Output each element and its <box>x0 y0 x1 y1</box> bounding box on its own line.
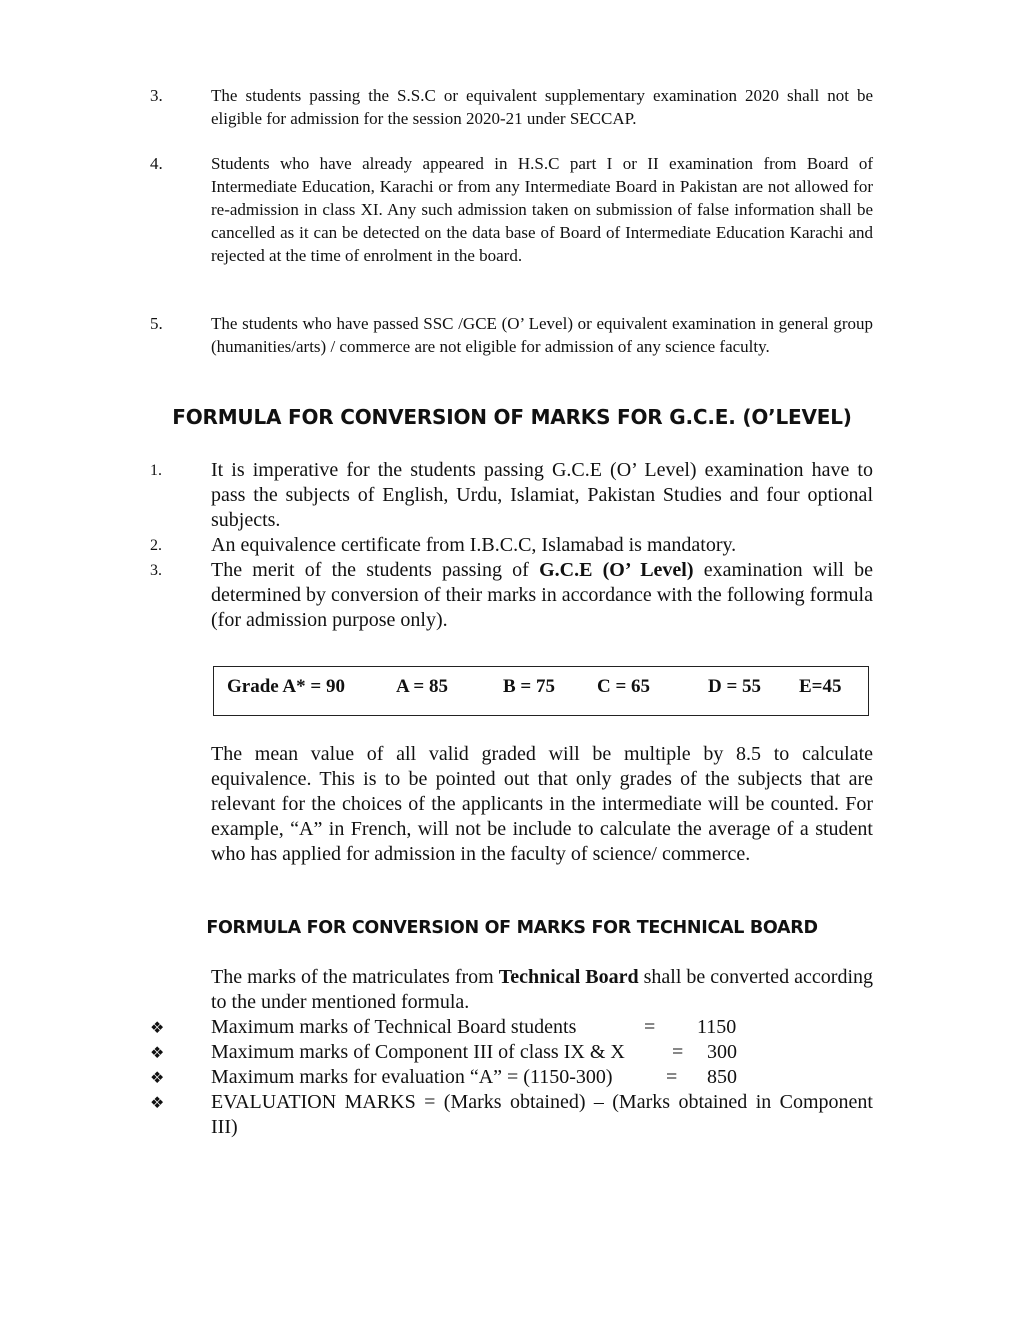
bullet-value: 300 <box>707 1041 737 1063</box>
intro-text-bold: Technical Board <box>498 966 639 988</box>
grade-c: C = 65 <box>597 676 651 697</box>
item-text: The students who have passed SSC /GCE (O’ Level) or equivalent examination in general group (humanities/arts) / commerce are not eligible for admission of any science faculty. <box>211 314 873 356</box>
item-text-bold: G.C.E (O’ Level) <box>539 559 694 581</box>
intro-text-part: The marks of the matriculates from <box>211 966 499 988</box>
grade-a: A = 85 <box>396 676 448 697</box>
intro-text-part: shall be converted according to the under mentioned formula. <box>211 966 873 1013</box>
bullet-value: 1150 <box>697 1016 737 1038</box>
item-number: 4. <box>150 154 163 173</box>
item-text-part: examination will be determined by conversion of their marks in accordance with the following formula (for admission purpose only). <box>211 559 873 631</box>
item-text: The students passing the S.S.C or equivalent supplementary examination 2020 shall not be eligible for admission for the session 2020-21 under SECCAP. <box>211 86 873 128</box>
item-text: Students who have already appeared in H.S.C part I or II examination from Board of Intermediate Education, Karachi or from any Intermediate Board in Pakistan are not allowed for re-admission in class XI. Any such admission taken on submission of false information shall be cancelled as it can be detected on the data base of Board of Intermediate Education Karachi and rejected at the time of enrolment in the board. <box>211 154 873 265</box>
grade-a-star: Grade A* = 90 <box>227 676 345 697</box>
item-number: 1. <box>150 462 162 479</box>
grade-e: E=45 <box>799 676 842 697</box>
technical-intro <box>211 965 873 1015</box>
evaluation-marks-formula: EVALUATION MARKS = (Marks obtained) – (Marks obtained in Component III) <box>211 1091 873 1138</box>
bullet-value: 850 <box>707 1066 737 1088</box>
bullet-label: Maximum marks for evaluation “A” = (1150-300) <box>211 1066 613 1088</box>
section-heading-olevel: FORMULA FOR CONVERSION OF MARKS FOR G.C.E. (O’LEVEL) <box>172 405 852 429</box>
item-text: An equivalence certificate from I.B.C.C, Islamabad is mandatory. <box>211 534 737 556</box>
list-item <box>150 558 873 633</box>
diamond-bullet-icon: ❖ <box>150 1093 165 1112</box>
section-heading-technical: FORMULA FOR CONVERSION OF MARKS FOR TECHNICAL BOARD <box>206 918 818 938</box>
list-item <box>150 84 873 130</box>
item-number: 3. <box>150 86 163 105</box>
list-item <box>150 312 873 358</box>
list-item <box>150 152 873 267</box>
list-item <box>150 533 873 558</box>
bullet-equals: = <box>672 1041 684 1063</box>
item-number: 3. <box>150 562 162 579</box>
bullet-equals: = <box>644 1016 656 1038</box>
grade-d: D = 55 <box>708 676 762 697</box>
item-number: 2. <box>150 537 162 554</box>
diamond-bullet-icon: ❖ <box>150 1043 165 1062</box>
diamond-bullet-icon: ❖ <box>150 1068 165 1087</box>
item-number: 5. <box>150 314 163 333</box>
grade-b: B = 75 <box>503 676 555 697</box>
diamond-bullet-icon: ❖ <box>150 1018 165 1037</box>
grade-conversion-box <box>213 666 869 716</box>
bullet-equals: = <box>666 1066 678 1088</box>
item-text <box>211 558 873 633</box>
list-item <box>150 458 873 533</box>
mean-value-note: The mean value of all valid graded will be multiple by 8.5 to calculate equivalence. This is to be pointed out that only grades of the subjects that are relevant for the choices of the applicants in the intermediate will be counted. For example, “A” in French, will not be include to calculate the average of a student who has applied for admission in the faculty of science/ commerce. <box>211 743 873 865</box>
item-text: It is imperative for the students passing G.C.E (O’ Level) examination have to pass the subjects of English, Urdu, Islamiat, Pakistan Studies and four optional subjects. <box>211 459 873 531</box>
item-text-part: The merit of the students passing of <box>211 559 540 581</box>
bullet-label: Maximum marks of Component III of class IX & X <box>211 1041 625 1063</box>
bullet-label: Maximum marks of Technical Board students <box>211 1016 577 1038</box>
